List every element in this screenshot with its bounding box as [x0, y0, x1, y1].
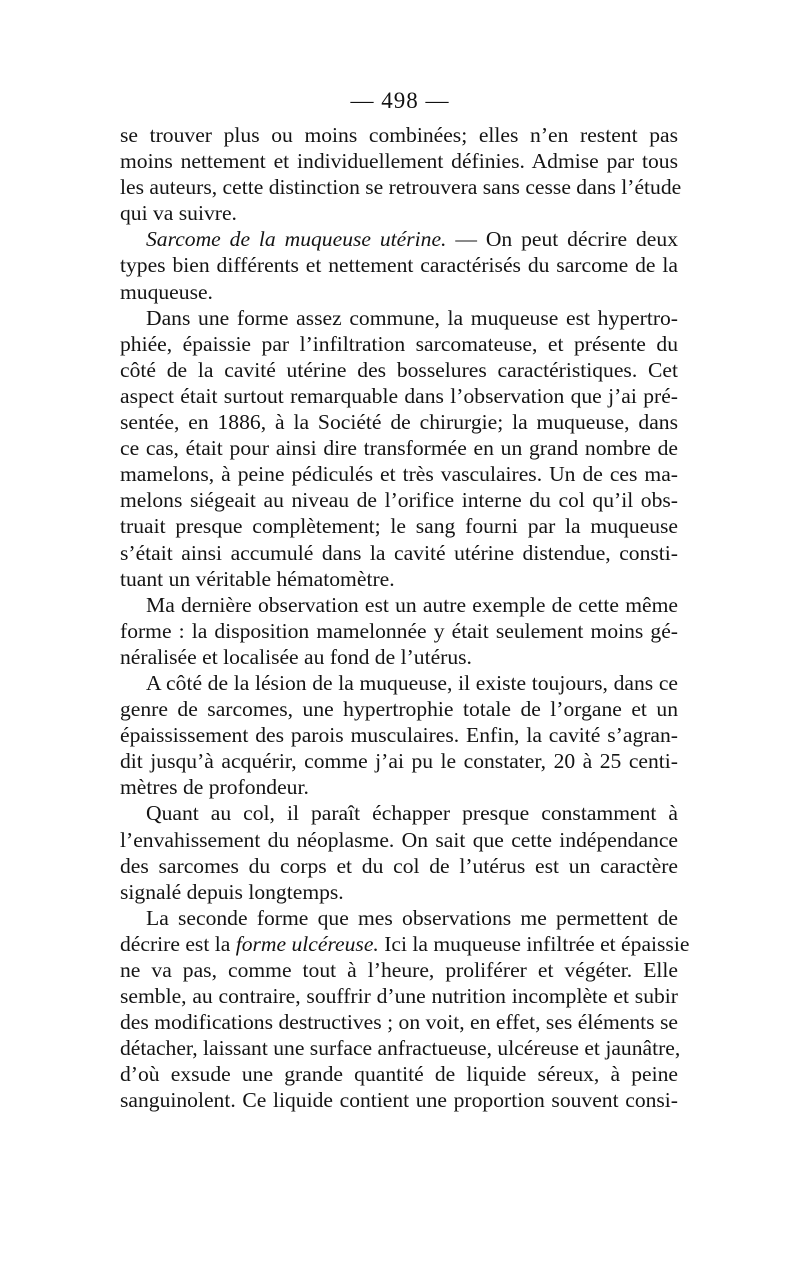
text-line: Dans une forme assez commune, la muqueuse est hypertro-	[146, 305, 678, 330]
text-line: ce cas, était pour ainsi dire transformée en un grand nombre de	[120, 436, 678, 461]
text-line: phiée, épaissie par l’infiltration sarcomateuse, et présente du	[120, 331, 678, 356]
text-line: signalé depuis longtemps.	[120, 879, 344, 904]
text-line: qui va suivre.	[120, 201, 237, 226]
text-line: La seconde forme que mes observations me permettent de	[146, 905, 678, 930]
italic-term: forme ulcéreuse.	[235, 931, 379, 956]
text-line: moins nettement et individuellement définies. Admise par tous	[120, 149, 678, 174]
text-line: Ma dernière observation est un autre exemple de cette même	[146, 592, 678, 617]
text-line: côté de la cavité utérine des bosselures caractéristiques. Cet	[120, 357, 678, 382]
paragraph-2	[120, 226, 678, 304]
text-fragment: Ici la muqueuse infiltrée et épaissie	[378, 931, 690, 956]
text-line: des sarcomes du corps et du col de l’utérus est un caractère	[120, 853, 678, 878]
text-line: les auteurs, cette distinction se retrouvera sans cesse dans l’étude	[120, 175, 682, 200]
paragraph-1	[120, 122, 682, 226]
page-number: — 498 —	[350, 88, 450, 113]
section-heading: Sarcome de la muqueuse utérine.	[146, 227, 447, 252]
text-line: l’envahissement du néoplasme. On sait que cette indépendance	[120, 827, 678, 852]
text-line: dit jusqu’à acquérir, comme j’ai pu le constater, 20 à 25 centi-	[120, 749, 678, 774]
text-line: semble, au contraire, souffrir d’une nutrition incomplète et subir	[120, 984, 678, 1009]
text-line	[120, 931, 690, 957]
text-line: se trouver plus ou moins combinées; elles n’en restent pas	[120, 123, 678, 147]
text-fragment: — On peut décrire deux	[446, 227, 678, 252]
text-line: Quant au col, il paraît échapper presque constamment à	[146, 801, 678, 826]
text-line: tuant un véritable hématomètre.	[120, 566, 395, 591]
text-line: des modifications destructives ; on voit, en effet, ses éléments se	[120, 1010, 678, 1035]
text-line: A côté de la lésion de la muqueuse, il existe toujours, dans ce	[146, 670, 678, 695]
text-fragment: décrire est la	[120, 931, 236, 956]
text-line: néralisée et localisée au fond de l’utérus.	[120, 644, 472, 669]
text-line: genre de sarcomes, une hypertrophie totale de l’organe et un	[120, 697, 678, 722]
text-line: melons siégeait au niveau de l’orifice interne du col qu’il obs-	[120, 488, 678, 513]
text-line: types bien différents et nettement caractérisés du sarcome de la	[120, 253, 678, 278]
paragraph-3	[120, 305, 678, 592]
text-line: épaississement des parois musculaires. Enfin, la cavité s’agran-	[120, 723, 678, 748]
text-line: mètres de profondeur.	[120, 775, 309, 800]
paragraph-4	[120, 592, 678, 670]
paragraph-7	[120, 905, 690, 1114]
text-line: mamelons, à peine pédiculés et très vasculaires. Un de ces ma-	[120, 462, 678, 487]
text-line: détacher, laissant une surface anfractueuse, ulcéreuse et jaunâtre,	[120, 1036, 681, 1061]
paragraph-6	[120, 800, 678, 904]
text-line: sanguinolent. Ce liquide contient une proportion souvent consi-	[120, 1088, 678, 1113]
body-text	[120, 122, 690, 1114]
text-line: ne va pas, comme tout à l’heure, proliférer et végéter. Elle	[120, 958, 678, 982]
text-line: s’était ainsi accumulé dans la cavité utérine distendue, consti-	[120, 540, 678, 565]
text-line: truait presque complètement; le sang fourni par la muqueuse	[120, 514, 678, 539]
text-line: muqueuse.	[120, 279, 213, 304]
text-line: sentée, en 1886, à la Société de chirurgie; la muqueuse, dans	[120, 410, 678, 435]
text-line: aspect était surtout remarquable dans l’observation que j’ai pré-	[120, 383, 678, 408]
paragraph-5	[120, 670, 678, 800]
text-line	[120, 226, 678, 252]
text-line: forme : la disposition mamelonnée y était seulement moins gé-	[120, 618, 678, 643]
text-line: d’où exsude une grande quantité de liquide séreux, à peine	[120, 1062, 678, 1087]
